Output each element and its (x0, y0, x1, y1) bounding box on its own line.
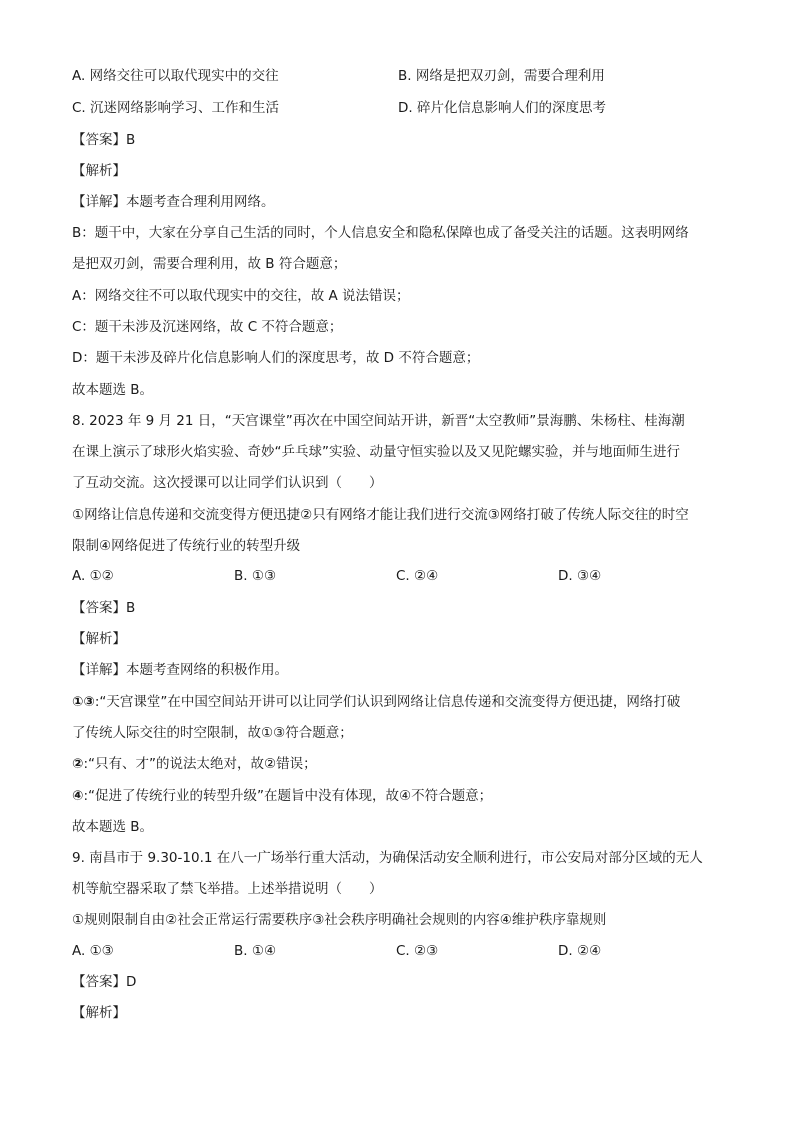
q7-explanation-line: 是把双刃剑，需要合理利用，故 B 符合题意； (72, 256, 347, 272)
q7-detail: 【详解】本题考查合理利用网络。 (72, 194, 275, 210)
q8-explanation-line (72, 723, 732, 743)
q8-option-b: B. ①③ (234, 568, 277, 584)
q7-option-c: C. 沉迷网络影响学习、工作和生活 (72, 100, 280, 116)
q8-stem-line: 限制④网络促进了传统行业的转型升级 (72, 538, 301, 554)
q9-analysis-label: 【解析】 (72, 1005, 126, 1021)
q8-explanation-line (72, 754, 732, 774)
q8-options-row (72, 566, 732, 586)
q8-explanation-lead: ①③ (72, 694, 95, 710)
q8-stem-line: 了互动交流。这次授课可以让同学们认识到（ ） (72, 475, 383, 491)
q7-options-row-2 (72, 98, 732, 118)
q8-explanation-line (72, 692, 732, 712)
q8-explanation-text: 了传统人际交往的时空限制，故①③符合题意； (72, 725, 353, 741)
q9-option-a: A. ①③ (72, 943, 114, 959)
q9-option-d: D. ②④ (558, 943, 602, 959)
q7-options-row-1 (72, 66, 732, 86)
q9-option-c: C. ②③ (396, 943, 439, 959)
q8-detail: 【详解】本题考查网络的积极作用。 (72, 662, 288, 678)
q7-explanation-line: A：网络交往不可以取代现实中的交往，故 A 说法错误； (72, 288, 410, 304)
q7-option-a: A. 网络交往可以取代现实中的交往 (72, 68, 279, 84)
q8-explanation-text: :“只有、才”的说法太绝对，故②错误； (83, 756, 317, 772)
q8-stem-line: 在课上演示了球形火焰实验、奇妙“乒乓球”实验、动量守恒实验以及又见陀螺实验，并与地面师生进行 (72, 444, 680, 460)
q8-explanation-text: 故本题选 B。 (72, 819, 154, 835)
q9-option-b: B. ①④ (234, 943, 277, 959)
q7-explanation-line: D：题干未涉及碎片化信息影响人们的深度思考，故 D 不符合题意； (72, 350, 480, 366)
q8-answer: 【答案】B (72, 600, 136, 616)
q9-answer: 【答案】D (72, 974, 137, 990)
q9-stem-line: ①规则限制自由②社会正常运行需要秩序③社会秩序明确社会规则的内容④维护秩序靠规则 (72, 912, 607, 928)
q7-explanation-line: C：题干未涉及沉迷网络，故 C 不符合题意； (72, 319, 343, 335)
q8-conclusion (72, 817, 732, 837)
q8-explanation-text: :“促进了传统行业的转型升级”在题旨中没有体现，故④不符合题意； (83, 788, 493, 804)
q8-explanation-lead: ② (72, 756, 84, 772)
q9-stem-line: 机等航空器采取了禁飞举措。上述举措说明（ ） (72, 881, 383, 897)
q8-stem-line: ①网络让信息传递和交流变得方便迅捷②只有网络才能让我们进行交流③网络打破了传统人际交往的时空 (72, 507, 689, 523)
q9-stem-line: 9. 南昌市于 9.30-10.1 在八一广场举行重大活动，为确保活动安全顺利进行，市公安局对部分区域的无人 (72, 850, 703, 866)
q7-analysis-label: 【解析】 (72, 163, 126, 179)
q8-explanation-text: :“天宫课堂”在中国空间站开讲可以让同学们认识到网络让信息传递和交流变得方便迅捷，网络打破 (94, 694, 681, 710)
q8-option-a: A. ①② (72, 568, 114, 584)
q7-option-b: B. 网络是把双刃剑，需要合理利用 (398, 68, 605, 84)
q7-option-d: D. 碎片化信息影响人们的深度思考 (398, 100, 606, 116)
q7-conclusion: 故本题选 B。 (72, 382, 154, 398)
q8-explanation-lead: ④ (72, 788, 84, 804)
q8-analysis-label: 【解析】 (72, 631, 126, 647)
q8-option-c: C. ②④ (396, 568, 439, 584)
q8-explanation-line (72, 786, 732, 806)
q9-options-row (72, 941, 732, 961)
q7-explanation-line: B：题干中，大家在分享自己生活的同时，个人信息安全和隐私保障也成了备受关注的话题。这表明网络 (72, 225, 689, 241)
q8-stem-line: 8. 2023 年 9 月 21 日，“天宫课堂”再次在中国空间站开讲，新晋“太空教师”景海鹏、朱杨柱、桂海潮 (72, 413, 685, 429)
q7-answer: 【答案】B (72, 132, 136, 148)
q8-option-d: D. ③④ (558, 568, 602, 584)
